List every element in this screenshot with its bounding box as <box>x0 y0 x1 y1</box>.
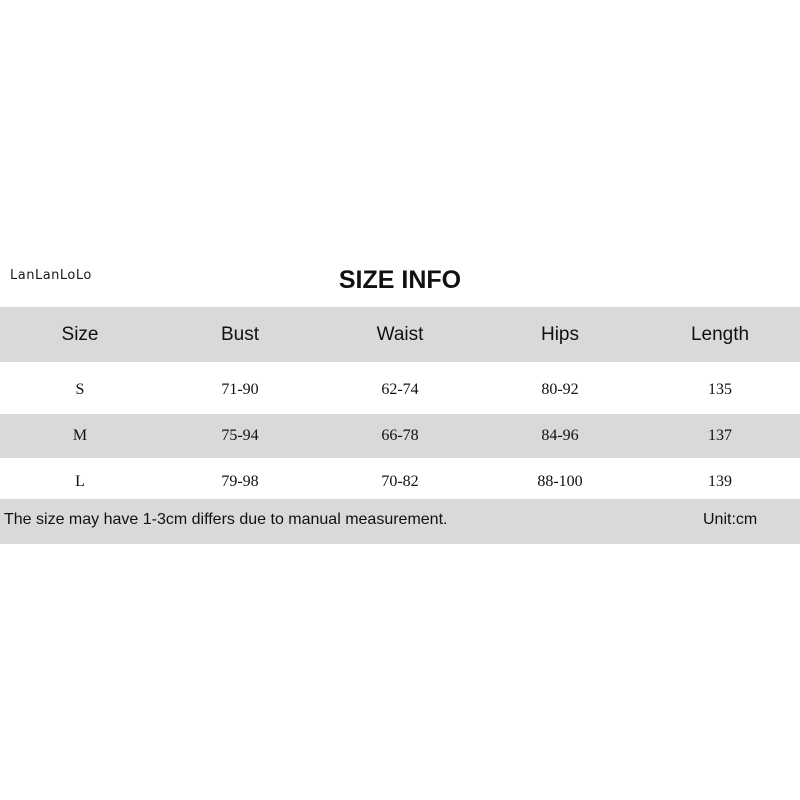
cell-hips: 80-92 <box>541 381 579 398</box>
cell-hips: 88-100 <box>537 473 583 490</box>
measurement-note-bar <box>0 499 800 544</box>
size-table <box>0 307 800 506</box>
measurement-note: The size may have 1-3cm differs due to manual measurement. <box>4 511 448 528</box>
brand-logo-text: LanLanLoLo <box>10 268 92 283</box>
header-waist: Waist <box>376 323 424 345</box>
table-row-l <box>0 460 800 504</box>
cell-waist: 70-82 <box>381 473 419 490</box>
cell-size: M <box>72 427 88 444</box>
table-row-s <box>0 368 800 412</box>
header-length: Length <box>690 323 750 345</box>
cell-length: 137 <box>708 427 732 444</box>
cell-bust: 71-90 <box>221 381 259 398</box>
page-title: SIZE INFO <box>338 266 462 294</box>
cell-length: 139 <box>708 473 732 490</box>
cell-bust: 75-94 <box>221 427 259 444</box>
cell-bust: 79-98 <box>221 473 259 490</box>
header-size: Size <box>61 323 99 345</box>
cell-waist: 66-78 <box>381 427 419 444</box>
cell-length: 135 <box>708 381 732 398</box>
cell-hips: 84-96 <box>541 427 579 444</box>
cell-waist: 62-74 <box>381 381 419 398</box>
table-header-row <box>0 307 800 362</box>
header-bust: Bust <box>220 323 260 345</box>
cell-size: L <box>75 473 85 490</box>
unit-label: Unit:cm <box>703 511 758 528</box>
table-row-m <box>0 414 800 458</box>
cell-size: S <box>75 381 85 398</box>
header-hips: Hips <box>540 323 579 345</box>
